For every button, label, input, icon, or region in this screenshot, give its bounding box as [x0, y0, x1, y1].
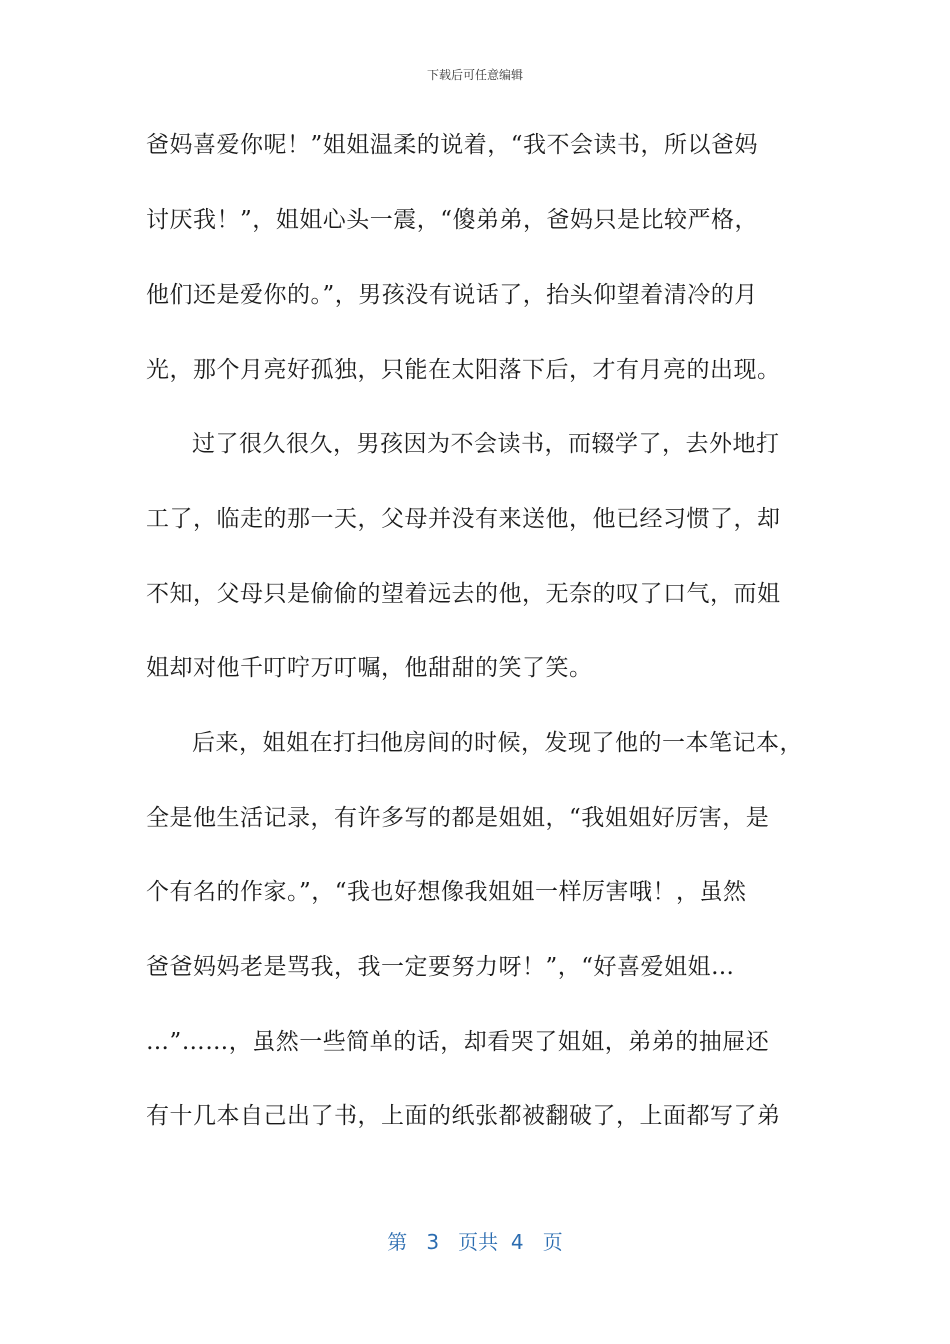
- text-line: 爸爸妈妈老是骂我，我一定要努力呀！”，“好喜爱姐姐…: [146, 954, 735, 980]
- text-line: 他们还是爱你的。”，男孩没有说话了，抬头仰望着清冷的月: [146, 282, 758, 308]
- footer-page-number: 3: [426, 1230, 440, 1254]
- footer-suffix: 页: [542, 1230, 563, 1254]
- footer-middle: 页共: [458, 1230, 499, 1254]
- text-line: 过了很久很久，男孩因为不会读书，而辍学了，去外地打: [192, 431, 780, 457]
- text-line: 光，那个月亮好孤独，只能在太阳落下后，才有月亮的出现。: [146, 357, 781, 383]
- text-line: 全是他生活记录，有许多写的都是姐姐，“我姐姐好厉害，是: [146, 805, 770, 831]
- text-line: 姐却对他千叮咛万叮嘱，他甜甜的笑了笑。: [146, 655, 593, 681]
- text-line: 后来，姐姐在打扫他房间的时候，发现了他的一本笔记本，: [192, 730, 803, 756]
- footer-prefix: 第: [387, 1230, 408, 1254]
- text-line: 有十几本自己出了书，上面的纸张都被翻破了，上面都写了弟: [146, 1103, 781, 1129]
- footer-total-pages: 4: [510, 1230, 524, 1254]
- text-line: 爸妈喜爱你呢！”姐姐温柔的说着，“我不会读书，所以爸妈: [146, 132, 759, 158]
- text-line: 个有名的作家。”，“我也好想像我姐姐一样厉害哦！，虽然: [146, 879, 747, 905]
- page-footer: [0, 1226, 950, 1255]
- text-line: 不知，父母只是偷偷的望着远去的他，无奈的叹了口气，而姐: [146, 581, 781, 607]
- text-line: …”……，虽然一些简单的话，却看哭了姐姐，弟弟的抽屉还: [146, 1029, 770, 1055]
- header-note: 下载后可任意编辑: [426, 68, 523, 82]
- text-line: 讨厌我！”，姐姐心头一震，“傻弟弟，爸妈只是比较严格，: [146, 207, 759, 233]
- text-line: 工了，临走的那一天，父母并没有来送他，他已经习惯了，却: [146, 506, 781, 532]
